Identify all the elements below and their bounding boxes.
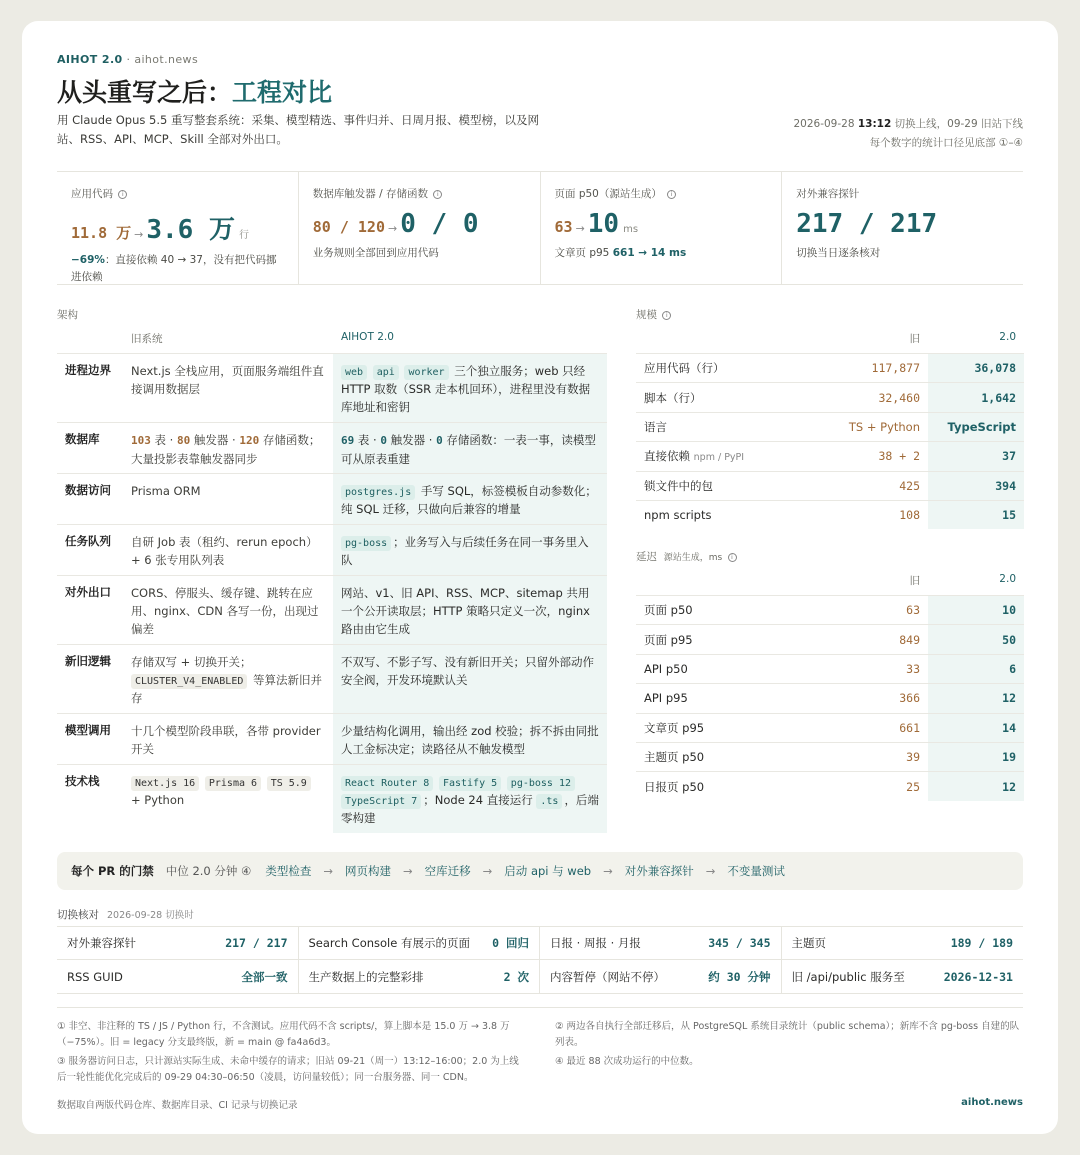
row-new [333,525,607,575]
cell-value: 约 30 分钟 [708,969,771,984]
arrow-icon: → [323,864,334,878]
row-text: 表 · [354,433,381,447]
code-chip: Prisma 6 [205,776,261,791]
footnote-3: ③ 服务器访问日志，只计源站实际生成、未命中缓存的请求；旧站 09-21（周一）13:12–16:00；2.0 为上线后一轮性能优化完成后的 09-29 04:30–06:50（凌晨，访问量较低）；同一台服务器、同一 CDN。 [57,1056,519,1083]
code-chip: TS 5.9 [267,776,311,791]
kpi-note: 业务规则全部回到应用代码 [312,247,439,259]
scale-section-label [636,307,671,322]
arch-section-label: 架构 [57,309,78,321]
gate-median: 中位 2.0 分钟 ④ [165,864,252,878]
footer-source: 数据取自两版代码仓库、数据库目录、CI 记录与切换记录 [57,1100,298,1111]
row-key: 页面 p50 [644,603,693,618]
row-old: TS + Python [848,419,920,434]
row-key: npm scripts [644,508,712,523]
table-row [636,382,1024,411]
row-text: 触发器 · [190,433,240,447]
kpi-note-text: ：直接依赖 40 → 37，没有把代码挪进依赖 [71,254,277,283]
cell-key: 对外兼容探针 [67,936,136,950]
kpi-note: 切换当日逐条核对 [796,247,881,259]
footnote-1: ① 非空、非注释的 TS / JS / Python 行，不含测试。应用代码不含 scripts/，算上脚本是 15.0 万 → 3.8 万（−75%）。旧 = legacy 分支最终版，新 = main @ fa4a6d3。 [57,1021,510,1048]
table-row [636,500,1024,529]
cutover-title: 切换核对 [57,909,99,921]
divider [57,1007,1023,1008]
kpi-note-bold: 661 → 14 ms [612,247,687,259]
cell-key: 旧 /api/public 服务至 [791,969,905,984]
kpi-code [57,172,299,284]
row-new: 15 [928,501,1024,529]
col-new: 2.0 [999,331,1016,343]
code-chip: CLUSTER_V4_ENABLED [131,674,247,689]
row-old [131,765,333,833]
row-key [636,448,808,464]
code-chip: Fastify 5 [439,776,501,791]
arch-table [57,331,607,833]
cutover-cell [540,960,782,993]
row-key: 数据访问 [65,483,111,497]
report-card [22,21,1058,1134]
row-new: 10 [928,596,1024,624]
table-row [636,683,1024,712]
cutover-sub: 2026-09-28 切换时 [107,910,194,921]
row-key: 语言 [644,419,667,434]
num-old: 80 [177,434,191,447]
col-old: 旧 [909,333,920,345]
row-key: API p50 [644,661,688,676]
latency-sub: 源站生成，ms [663,553,723,563]
arch-table-header [57,331,607,353]
kpi-label: 应用代码 [71,188,113,200]
cutover-label [57,907,194,922]
table-row [57,473,607,524]
table-row [57,644,607,713]
cutover-cell [782,960,1024,993]
row-key: 新旧逻辑 [65,654,111,668]
row-new: 37 [928,442,1024,470]
cell-value: 189 / 189 [950,936,1013,950]
row-old: 自研 Job 表（租约、rerun epoch）+ 6 张专用队列表 [131,535,318,567]
arch-col-old: 旧系统 [131,333,163,345]
code-chip: web [341,365,367,380]
row-key: 技术栈 [65,774,100,788]
arrow-icon: → [603,864,613,878]
cell-key: 内容暂停（网站不停） [550,969,665,984]
row-new-text: 三个独立服务；web 只经 HTTP 取数（SSR 走本机回环），进程里没有数据库地址和密钥 [341,364,591,414]
row-key: 脚本（行） [644,390,702,405]
meta-line1: 切换上线，09-29 旧站下线 [894,118,1023,130]
cell-value: 2 次 [503,969,529,984]
row-new: TypeScript [928,413,1024,441]
row-key-note: npm / PyPI [693,452,745,464]
arrow-icon: → [575,222,585,235]
scale-table [636,331,1024,529]
row-text: 存储双写 + 切换开关； [131,655,252,669]
code-chip: .ts [536,794,562,809]
row-old [131,645,333,713]
num-old: 103 [131,434,151,447]
meta-date: 2026-09-28 [793,118,855,130]
scale-label: 规模 [636,309,657,321]
footer-link[interactable]: aihot.news [961,1097,1023,1108]
kpi-new-value: 10 [587,209,620,239]
row-old: 25 [906,779,920,794]
kpi-old-value: 63 [554,218,573,236]
row-new: 36,078 [928,354,1024,382]
kpi-note-bold: −69% [71,254,105,266]
kpi-new-value: 3.6 万 [146,215,235,245]
row-new [333,765,607,833]
footnote-4: ④ 最近 88 次成功运行的中位数。 [555,1056,699,1067]
table-row [636,742,1024,771]
gate-step: 空库迁移 [424,864,471,878]
row-new: 394 [928,472,1024,500]
row-new-text: ，后端零构建 [341,793,599,825]
kpi-old-value: 80 / 120 [312,218,385,236]
table-row [636,471,1024,500]
row-old: 38 + 2 [878,449,920,464]
page-subtitle: 用 Claude Opus 5.5 重写整套系统：采集、模型精选、事件归并、日周月报、模型榜，以及网站、RSS、API、MCP、Skill 全部对外出口。 [57,113,539,146]
code-chip: postgres.js [341,485,415,500]
info-icon: i [433,190,442,199]
code-chip: React Router 8 [341,776,433,791]
gate-step: 启动 api 与 web [504,864,592,878]
cell-value: 2026-12-31 [943,969,1013,984]
row-new-text: ；业务写入与后续任务在同一事务里入队 [341,535,589,567]
kpi-note [71,252,284,286]
meta-info [793,115,1023,153]
latency-table [636,573,1024,801]
col-old: 旧 [909,575,920,587]
row-key-text: 直接依赖 [644,449,690,464]
row-old: 39 [906,750,920,765]
row-old: CORS、停服头、缓存键、跳转在应用、nginx、CDN 各写一份，出现过偏差 [131,586,319,636]
gate-step: 不变量测试 [727,864,785,878]
latency-header [636,573,1024,595]
pr-gate-bar [57,852,1023,890]
gate-step: 对外兼容探针 [624,864,694,878]
arrow-icon: → [403,864,413,878]
table-row [636,412,1024,441]
info-icon: i [118,190,127,199]
arrow-icon: → [482,864,493,878]
row-old: 32,460 [878,390,920,405]
kpi-unit: 行 [239,230,249,241]
gate-step: 网页构建 [345,864,392,878]
kpi-label: 数据库触发器 / 存储函数 [312,188,428,200]
num-new: 69 [341,434,355,447]
col-new: 2.0 [999,573,1016,585]
code-chip: Next.js 16 [131,776,199,791]
row-new [333,354,607,422]
row-old: 849 [899,632,920,647]
brand-name: AIHOT 2.0 [57,53,123,66]
arch-col-new: AIHOT 2.0 [341,331,394,343]
row-new: 19 [928,743,1024,771]
row-new: 网站、v1、旧 API、RSS、MCP、sitemap 共用一个公开读取层；HTTP 策略只定义一次，nginx 路由由它生成 [333,576,607,644]
meta-time: 13:12 [857,118,892,130]
row-old: 117,877 [871,361,920,376]
kpi-page [541,172,783,284]
row-new: 少量结构化调用，输出经 zod 校验；拆不拆由同批人工金标决定；读路径从不触发模型 [333,714,607,764]
row-old: Prisma ORM [131,484,201,498]
cutover-cell [299,960,541,993]
row-key: 对外出口 [65,585,111,599]
table-row [636,771,1024,800]
row-key: 主题页 p50 [644,750,705,765]
arrow-icon: → [705,864,716,878]
code-chip: worker [404,365,448,380]
cell-key: RSS GUID [67,969,123,984]
kpi-old-value: 11.8 万 [71,224,132,242]
kpi-new-value: 217 / 217 [796,209,938,239]
row-key: API p95 [644,691,688,706]
kpi-label: 页面 p50（源站生成） [554,188,662,200]
row-old: Next.js 全栈应用，页面服务端组件直接调用数据层 [131,364,324,396]
cell-value: 0 回归 [492,936,529,950]
row-new: 1,642 [928,383,1024,411]
num-old: 120 [239,434,260,447]
row-text: 触发器 · [387,433,437,447]
arrow-icon: → [388,222,398,235]
row-text: 存储函数；大量投影表靠触发器同步 [131,433,321,466]
cutover-grid [57,926,1023,994]
latency-section-label [636,549,737,564]
row-key: 文章页 p95 [644,720,705,735]
cutover-cell [57,960,299,993]
table-row [636,595,1024,624]
table-row [57,353,607,422]
row-text: 表 · [150,433,177,447]
cell-key: 生产数据上的完整彩排 [308,969,424,984]
row-old: 366 [899,691,920,706]
row-text: 存储函数：一表一事，读模型可从原表重建 [341,433,596,466]
code-chip: api [373,365,399,380]
cutover-cell [57,927,299,960]
table-row [57,422,607,473]
meta-line2: 每个数字的统计口径见底部 ①–④ [869,137,1023,149]
info-icon: i [728,553,737,562]
code-chip: TypeScript 7 [341,794,421,809]
row-old [131,423,333,473]
kpi-unit: ms [623,224,639,235]
row-text: + Python [131,793,185,807]
kpi-note [555,245,768,262]
cell-key: 主题页 [791,936,826,950]
cell-key: Search Console 有展示的页面 [308,936,470,950]
info-icon: i [662,311,671,320]
row-old: 63 [906,603,920,618]
row-old: 十几个模型阶段串联，各带 provider 开关 [131,724,321,756]
table-row [636,353,1024,382]
table-row [57,575,607,644]
latency-label: 延迟 [636,551,657,563]
row-key: 进程边界 [65,363,111,377]
row-old: 108 [899,508,920,523]
num-new: 0 [380,434,387,447]
footnote-2: ② 两边各自执行全部迁移后，从 PostgreSQL 系统目录统计（public schema）；新库不含 pg-boss 自建的队列表。 [555,1021,1020,1048]
row-key: 应用代码（行） [644,361,725,376]
scale-header [636,331,1024,353]
row-new: 14 [928,714,1024,742]
gate-title: 每个 PR 的门禁 [71,864,154,878]
num-new: 0 [436,434,443,447]
kpi-new-value: 0 / 0 [400,209,479,239]
table-row [636,441,1024,470]
table-row [636,624,1024,653]
kpi-db [299,172,541,284]
cell-value: 345 / 345 [708,936,771,950]
gate-step: 类型检查 [265,864,312,878]
kpi-compat [782,172,1023,284]
info-icon: i [667,190,676,199]
table-row [636,654,1024,683]
row-text: 等算法新旧并存 [131,673,323,705]
kpi-note-text: 文章页 p95 [554,247,613,259]
cutover-cell [782,927,1024,960]
row-old: 661 [899,720,920,735]
row-new-text: ；Node 24 直接运行 [423,793,537,807]
row-key: 任务队列 [65,534,111,548]
cell-value: 全部一致 [241,969,288,984]
page-title [57,73,332,109]
row-old: 33 [906,661,920,676]
row-new: 12 [928,684,1024,712]
row-new: 6 [928,655,1024,683]
cutover-cell [540,927,782,960]
brand-site[interactable]: aihot.news [134,53,199,66]
code-chip: pg-boss [341,536,391,551]
row-key: 页面 p95 [644,632,693,647]
table-row [57,764,607,833]
row-new: 12 [928,772,1024,800]
table-row [636,713,1024,742]
kpi-label: 对外兼容探针 [796,188,860,200]
row-key: 锁文件中的包 [644,478,713,493]
arrow-icon: → [134,228,144,241]
title-main: 从头重写之后： [57,78,233,107]
brand-line [57,53,198,66]
title-accent: 工程对比 [232,78,333,107]
footnotes [57,1019,1023,1089]
row-key: 数据库 [65,432,100,446]
cell-key: 日报 · 周报 · 月报 [550,936,641,950]
row-new: 50 [928,625,1024,653]
table-row [57,713,607,764]
cell-value: 217 / 217 [225,936,288,950]
row-new [333,474,607,524]
row-key: 模型调用 [65,723,111,737]
code-chip: pg-boss 12 [507,776,575,791]
row-new: 不双写、不影子写、没有新旧开关；只留外部动作安全阀，开发环境默认关 [333,645,607,713]
row-new-text: 手写 SQL，标签模板自动参数化；纯 SQL 迁移，只做向后兼容的增量 [341,484,597,516]
table-row [57,524,607,575]
row-key: 日报页 p50 [644,779,705,794]
kpi-strip [57,171,1023,285]
cutover-cell [299,927,541,960]
brand-sep: · [126,53,131,66]
row-new [333,423,607,473]
row-old: 425 [899,478,920,493]
